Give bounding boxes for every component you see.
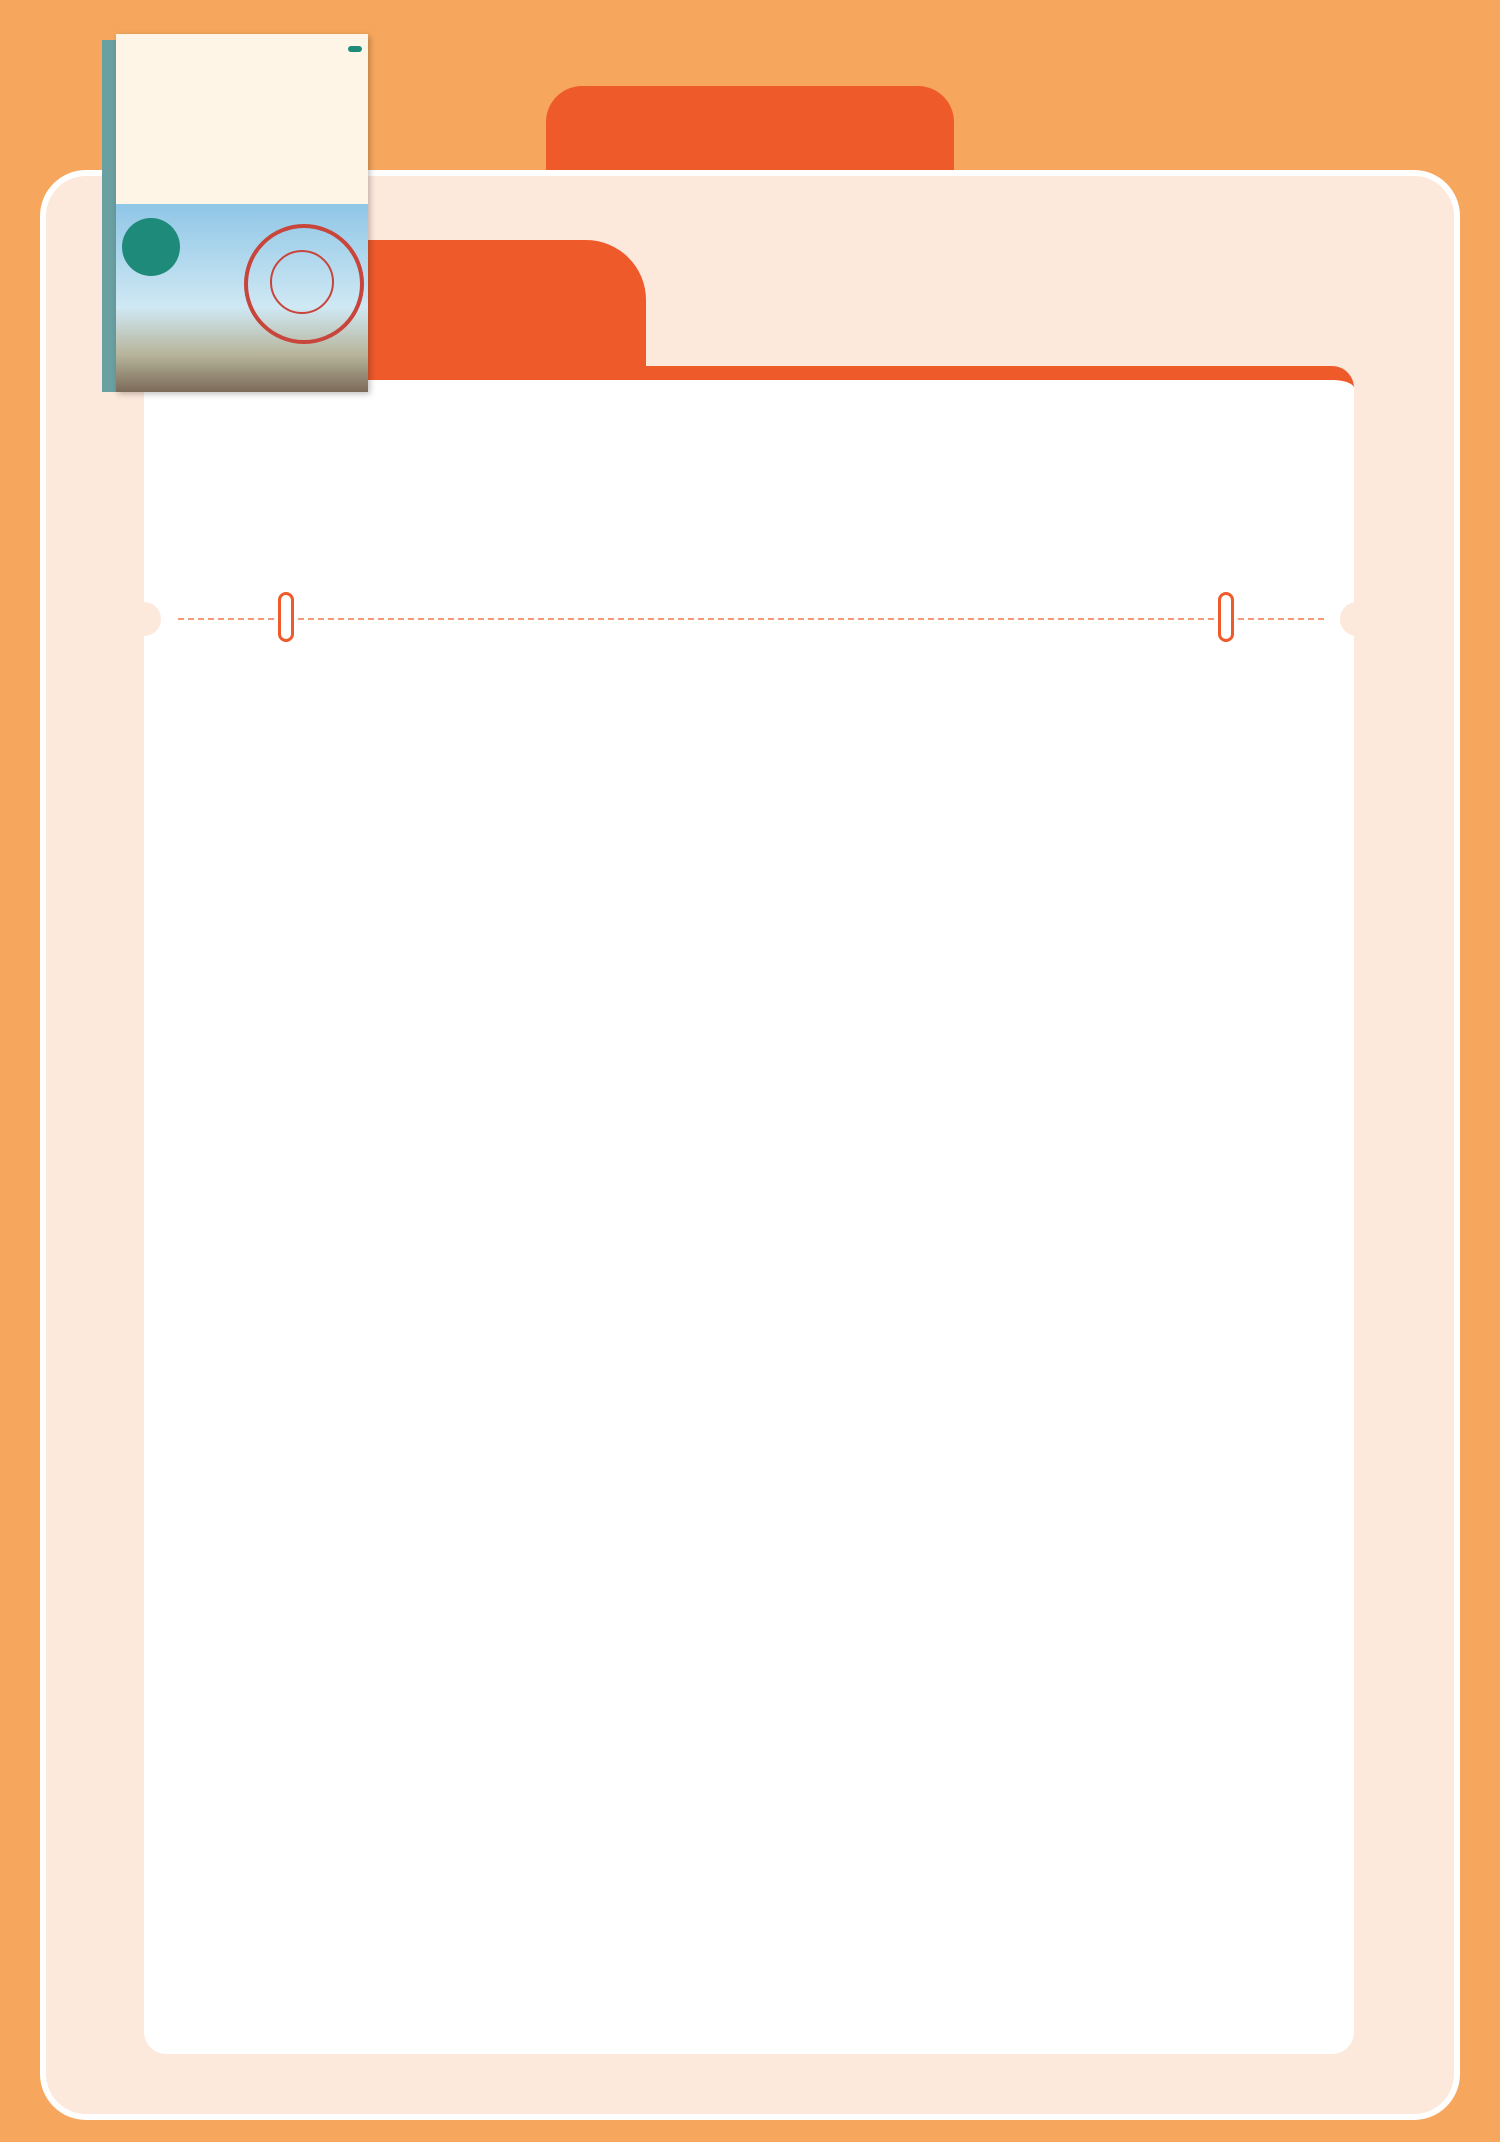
- book-sync-badge: [122, 218, 180, 276]
- section-divider: [178, 618, 1324, 620]
- panel-notch-right: [1340, 602, 1374, 636]
- panel-notch-left: [127, 602, 161, 636]
- contents-heading: [330, 240, 646, 366]
- grade-tab: [546, 86, 954, 176]
- binder-ring-icon: [1218, 592, 1234, 642]
- ferris-wheel-icon: [244, 224, 364, 344]
- binder-ring-icon: [278, 592, 294, 642]
- book-front: [116, 34, 368, 392]
- book-cover: [102, 34, 368, 392]
- book-edition-badge: [348, 46, 362, 52]
